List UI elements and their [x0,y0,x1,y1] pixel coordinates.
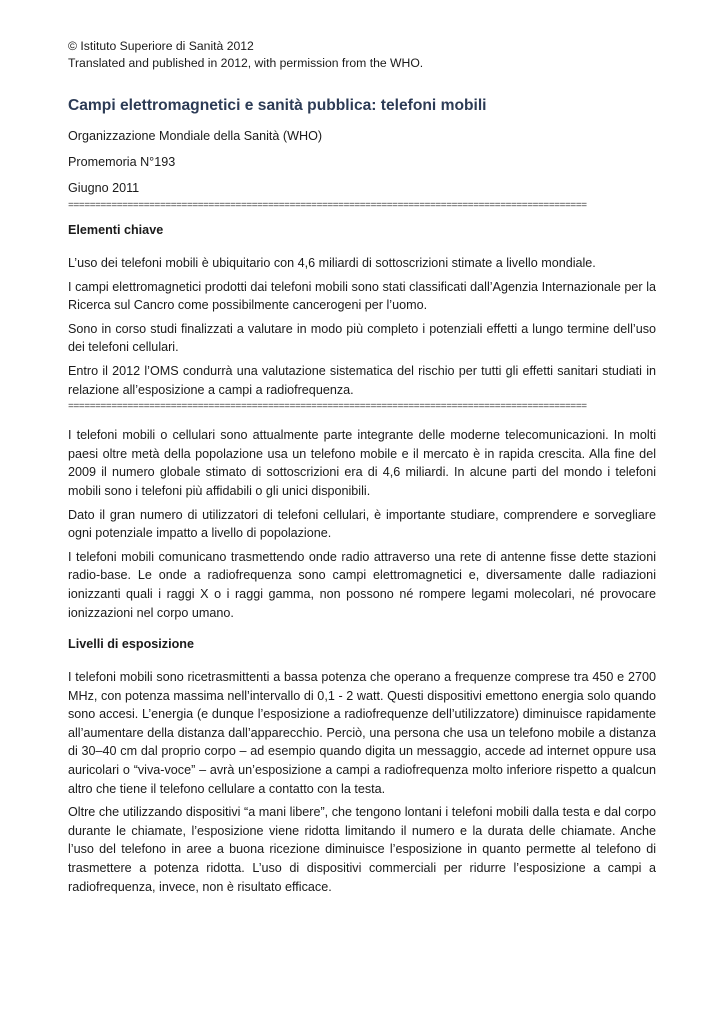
publication-date: Giugno 2011 [68,181,140,195]
intro-paragraph: I telefoni mobili comunicano trasmettendo onde radio attraverso una rete di antenne fisse dette stazioni radio-base. Le onde a radiofrequenza sono campi elettromagnetici e, diversamente dalle radiazioni ionizzanti quali i raggi X o i raggi gamma, non possono né rompere legami molecolari, né provocare ionizzazioni nel corpo umano. [68,549,656,620]
memo-number: Promemoria N°193 [68,155,176,169]
exposure-paragraph: Oltre che utilizzando dispositivi “a mani libere”, che tengono lontani i telefoni mobili dalla testa e dal corpo durante le chiamate, l’esposizione viene ridotta limitando il numero e la durata delle chiamate. Anche l’uso del telefono in aree a buona ricezione diminuisce l’esposizione in quanto permette al telefono di trasmettere a potenza ridotta. L’uso di dispositivi commerciali per ridurre l’esposizione a campi a radiofrequenza, invece, non è risultato efficace. [68,805,656,894]
copyright-notice [68,38,656,72]
key-point-paragraph: I campi elettromagnetici prodotti dai telefoni mobili sono stati classificati dall’Agenzia Internazionale per la Ricerca sul Cancro come possibilmente cancerogeni per l’uomo. [68,279,656,313]
key-point-paragraph: L’uso dei telefoni mobili è ubiquitario con 4,6 miliardi di sottoscrizioni stimate a livello mondiale. [68,256,596,270]
exposure-heading: Livelli di esposizione [68,637,194,652]
separator-bottom: ================================================================================================ [68,402,587,414]
translation-line: Translated and published in 2012, with permission from the WHO. [68,56,424,70]
intro-paragraph: Dato il gran numero di utilizzatori di telefoni cellulari, è importante studiare, comprendere e sorvegliare ogni potenziale impatto a livello di popolazione. [68,507,656,541]
separator-top: ================================================================================================ [68,201,587,212]
key-points-heading: Elementi chiave [68,223,164,237]
intro-paragraph: I telefoni mobili o cellulari sono attualmente parte integrante delle moderne telecomunicazioni. In molti paesi oltre metà della popolazione usa un telefono mobile e il mercato è in rapida crescita. Alla fine del 2009 il numero globale stimato di sottoscrizioni era di 4,6 miliardi. In alcune parti del mondo i telefoni mobili sono i telefoni più affidabili o gli unici disponibili. [68,428,656,498]
exposure-section [68,668,656,896]
key-points-section [68,254,656,399]
exposure-paragraph: I telefoni mobili sono ricetrasmittenti a bassa potenza che operano a frequenze comprese tra 450 e 2700 MHz, con potenza massima nell’intervallo di 0,1 - 2 watt. Questi dispositivi emettono energia solo quando sono accesi. L’energia (e dunque l’esposizione a radiofrequenze dell’utilizzatore) diminuisce rapidamente all’aumentare della distanza dall’apparecchio. Perciò, una persona che usa un telefono mobile a distanza di 30–40 cm dal proprio corpo – ad esempio quando digita un messaggio, accede ad internet oppure usa auricolari o “viva-voce” – avrà un’esposizione a campi a radiofrequenza molto inferiore rispetto a qualcun altro che tiene il telefono cellulare a contatto con la testa. [68,670,656,796]
key-point-paragraph: Sono in corso studi finalizzati a valutare in modo più completo i potenziali effetti a lungo termine dell’uso dei telefoni cellulari. [68,321,656,355]
document-title: Campi elettromagnetici e sanità pubblica: telefoni mobili [68,97,487,114]
key-point-paragraph: Entro il 2012 l’OMS condurrà una valutazione sistematica del rischio per tutti gli effetti sanitari studiati in relazione all’esposizione a campi a radiofrequenza. [68,363,656,397]
organization-line: Organizzazione Mondiale della Sanità (WHO) [68,129,323,143]
copyright-line: © Istituto Superiore di Sanità 2012 [68,39,254,53]
intro-section [68,426,656,622]
